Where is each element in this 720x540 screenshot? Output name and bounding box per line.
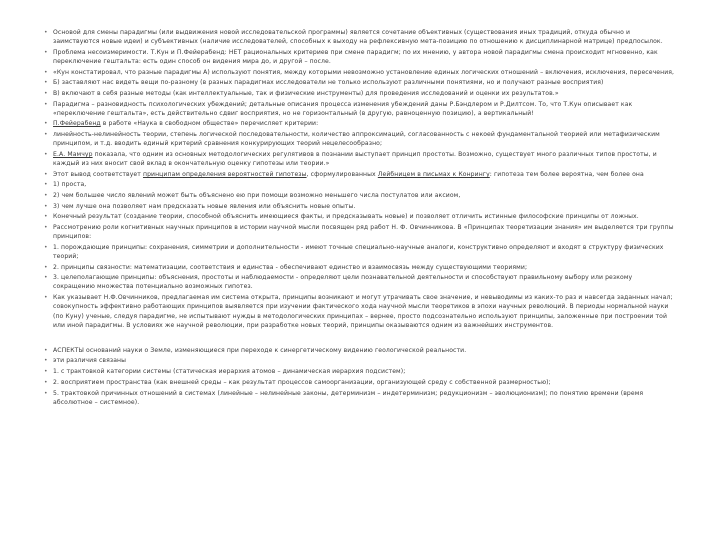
list-item-text: 2. принципы связности: математизации, соответствия и единства - обеспечивают единство и взаимосвязь между существующими теориями;: [53, 263, 528, 271]
list-item: [44, 243, 676, 262]
list-item: [44, 68, 676, 77]
list-item-text: Б) заставляют нас видеть вещи по-разному (в разных парадигмах исследователи не только используют различными понятиями, но и получают разные восприятия): [53, 79, 604, 87]
list-item: [44, 356, 676, 365]
list-item-text: В) включают в себя разные методы (как интеллектуальные, так и физические инструменты) для проведения исследований и оценки их результатов.»: [53, 89, 559, 97]
list-item-text: показала, что одним из основных методологических регулятивов в познании выступает принцип простоты. Возможно, существует много различных типов простоты, и каждый из них вносит свой вклад в окончательную оценку гипотезы или теории.»: [53, 150, 657, 168]
list-item-text: Проблема несоизмеримости. Т.Кун и П.Фейерабенд: НЕТ рациональных критериев при смене парадигм; по их мнению, у автора новой парадигмы смена происходит мгновенно, как переключение гештальта: есть один способ он видения мира до, и другой – после.: [53, 48, 658, 66]
list-item-text: Конечный результат (создание теории, способной объяснить имеющиеся факты, и предсказывать новые) и позволяет отличить истинные философские принципы от ложных.: [53, 213, 639, 221]
list-item-text: : гипотеза тем более вероятна, чем более она: [489, 170, 644, 178]
list-item-text: , сформулированных: [306, 170, 378, 178]
list-item-text: 2. восприятием пространства (как внешней среды – как результат процессов самоорганизации, организующей среду с собственной размерностью);: [53, 378, 551, 386]
list-item: [44, 273, 676, 292]
list-item-text: Как указывает Н.Ф.Овчинников, предлагаемая им система открыта, принципы возникают и могут утрачивать свое значение, и невыводимы из каких-то раз и навсегда заданных начал; совокупность эффективно работающих принципов выявляется при изучении фактического хода научной мысли теоретиков в эпохи научных революций. В периоды нормальной науки (по Куну) ученые, следуя парадигме, не испытывают нужды в методологических принципах – вернее, просто подсознательно используют принципы, заложенные при построении той или иной парадигмы. В условиях же научной революции, при разработке новых теорий, принципы оказываются одним из важнейших инструментов.: [53, 294, 673, 329]
list-item-text: Парадигма – разновидность психологических убеждений; детальные описания процесса изменения убеждений даны Р.Бэндлером и Р.Дилтсом. То, что Т.Кун описывает как «переключение гештальта», есть действительно сдвиг восприятия, но не горизонтальный (в другую, равноценную позицию), а вертикальный!: [53, 100, 633, 117]
list-item-text: 2) чем большее число явлений может быть объяснено ею при помощи возможно меньшего числа постулатов или аксиом,: [53, 192, 461, 200]
list-item-text: 1. с трактовкой категории системы (статическая иерархия атомов – динамическая иерархия подсистем);: [53, 368, 406, 376]
underlined-reference: Лейбницем в письмах к Конрингу: [377, 170, 490, 178]
list-item-text: 5. трактовкой причинных отношений в системах (линейные – нелинейные законы, детерминизм – индетерминизм; редукционизм – эволюционизм); по понятию времени (время абсолютное – системное).: [53, 389, 644, 407]
list-item: [44, 180, 676, 189]
list-item: [44, 28, 676, 47]
list-item-text: в работе «Наука в свободном обществе» перечисляет критерии:: [100, 120, 319, 128]
list-item-text: АСПЕКТЫ оснований науки о Земле, изменяющиеся при переходе к синергетическому видению геологической реальности.: [53, 346, 467, 354]
list-item-text: 3. целеполагающие принципы: объяснения, простоты и наблюдаемости - определяют цели познавательной деятельности и способствуют правильному выбору или резкому сокращению множества потенциально возможных гипотез.: [53, 274, 633, 291]
list-item: [44, 293, 676, 330]
section-gap: [44, 332, 676, 346]
bullet-list-main: [44, 28, 676, 330]
underlined-reference: П.Фейерабенд: [53, 120, 101, 128]
list-item: [44, 389, 676, 408]
list-item-text: Основой для смены парадигмы (или выдвижения новой исследовательской программы) является сочетание объективных (существования иных традиций, откуда обычно и заимствуются новые идеи) и субъективных (наличие исследователей, способных к выходу на рефлексивную мета-позицию по отношению к дисциплинарной матрице) предпосылок.: [53, 29, 663, 46]
list-item: [44, 89, 676, 98]
list-item-text: «Кун констатировал, что разные парадигмы А) используют понятия, между которыми невозможно установление единых логических отношений – включения, исключения, пересечения,: [53, 68, 675, 76]
bullet-list-aspects: [44, 346, 676, 408]
list-item: [44, 78, 676, 87]
list-item: [44, 150, 676, 169]
list-item: [44, 191, 676, 200]
list-item: [44, 48, 676, 67]
list-item: [44, 223, 676, 242]
list-item: [44, 378, 676, 387]
underlined-reference: принципам определения вероятностей гипотезы: [142, 170, 307, 178]
list-item: [44, 212, 676, 221]
list-item-text: эти различия связаны: [53, 357, 127, 365]
list-item: [44, 130, 676, 149]
list-item-text: Рассмотрению роли когнитивных научных принципов в истории научной мысли посвящен ряд работ Н. Ф. Овчинникова. В «Принципах теоретизации знания» им выделяется три группы принципов:: [53, 223, 674, 241]
list-item-text: 3) чем лучше она позволяет нам предсказать новые явления или объяснить новые опыты.: [53, 202, 356, 210]
list-item: [44, 119, 676, 128]
list-item-text: Этот вывод соответствует: [53, 170, 143, 178]
list-item: [44, 263, 676, 272]
list-item: [44, 100, 676, 119]
list-item: [44, 346, 676, 355]
list-item: [44, 367, 676, 376]
list-item-text: 1) проста,: [53, 181, 87, 189]
list-item: [44, 202, 676, 211]
list-item: [44, 170, 676, 179]
list-item-text: линейность-нелинейность теории, степень логической последовательности, количество аппроксимаций, согласованность с некоей фундаментальной теорией или метафизическим принципом, и т.д. вводить единый критерий сравнения конкурирующих теорий нецелесообразно;: [53, 131, 660, 148]
underlined-reference: Е.А. Мамчур: [53, 150, 93, 158]
list-item-text: 1. порождающие принципы: сохранения, симметрии и дополнительности - имеют точные специально-научные аналоги, конструктивно определяют и входят в структуру физических теорий;: [53, 243, 664, 260]
